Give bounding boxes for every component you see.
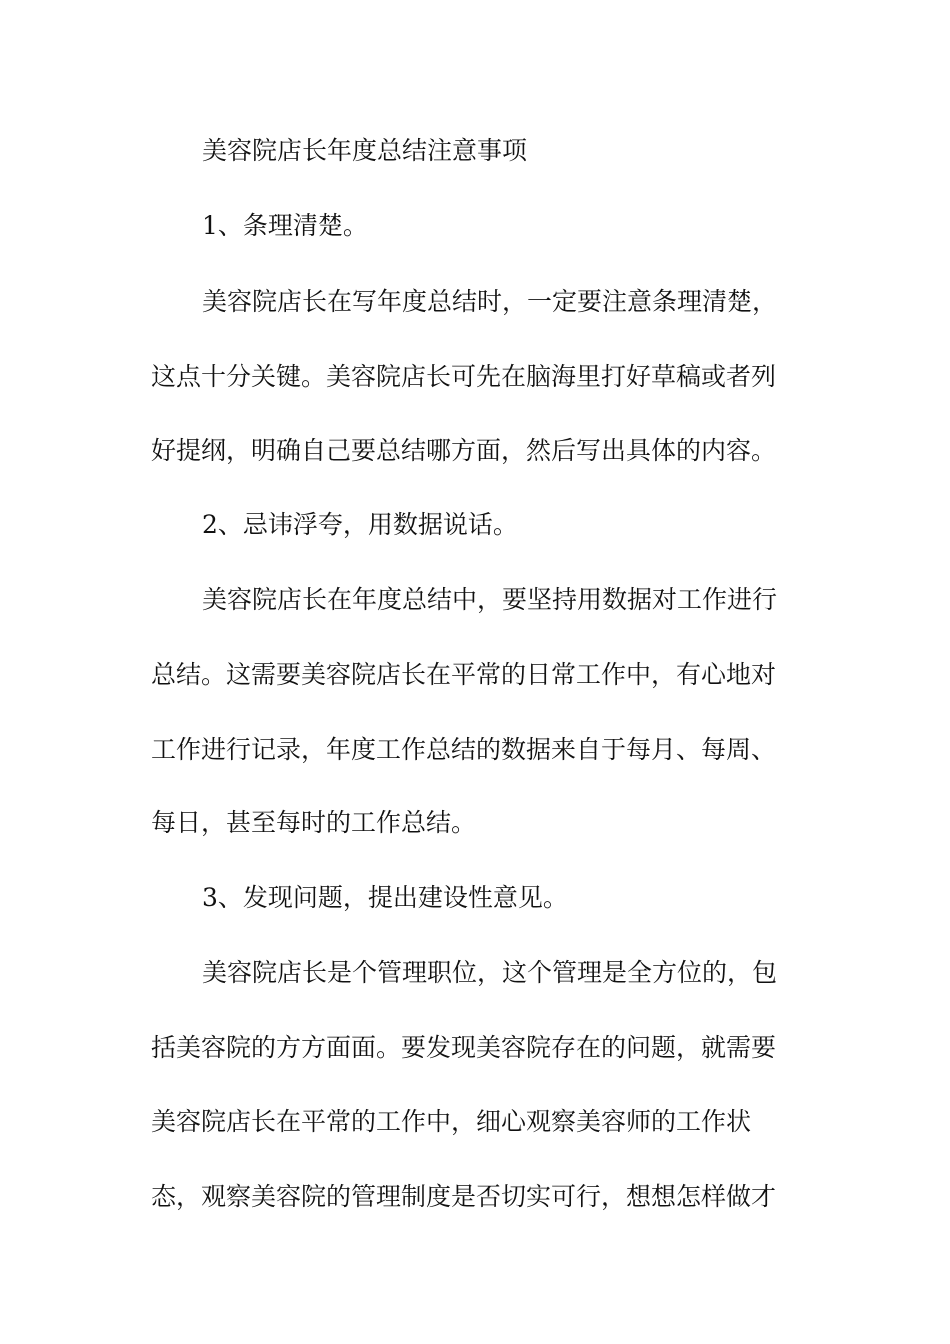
- section-3-line-2: 括美容院的方方面面。要发现美容院存在的问题，就需要: [151, 1033, 777, 1062]
- section-3-line-3: 美容院店长在平常的工作中，细心观察美容师的工作状: [151, 1107, 752, 1136]
- section-3-line-1: 美容院店长是个管理职位，这个管理是全方位的，包: [202, 958, 778, 987]
- section-2-line-2: 总结。这需要美容院店长在平常的日常工作中，有心地对: [151, 660, 777, 689]
- section-1-line-1: 美容院店长在写年度总结时，一定要注意条理清楚，: [202, 287, 778, 316]
- section-3-heading: 3、发现问题，提出建设性意见。: [202, 883, 568, 912]
- section-1-line-3: 好提纲，明确自己要总结哪方面，然后写出具体的内容。: [151, 436, 777, 465]
- section-2-line-4: 每日，甚至每时的工作总结。: [151, 808, 477, 837]
- section-2-line-1: 美容院店长在年度总结中，要坚持用数据对工作进行: [202, 585, 778, 614]
- document-title: 美容院店长年度总结注意事项: [202, 136, 528, 165]
- section-2-heading: 2、忌讳浮夸，用数据说话。: [202, 510, 518, 539]
- section-3-line-4: 态，观察美容院的管理制度是否切实可行，想想怎样做才: [151, 1182, 777, 1211]
- section-1-heading: 1、条理清楚。: [202, 211, 368, 240]
- section-2-line-3: 工作进行记录，年度工作总结的数据来自于每月、每周、: [151, 735, 777, 764]
- section-1-line-2: 这点十分关键。美容院店长可先在脑海里打好草稿或者列: [151, 362, 777, 391]
